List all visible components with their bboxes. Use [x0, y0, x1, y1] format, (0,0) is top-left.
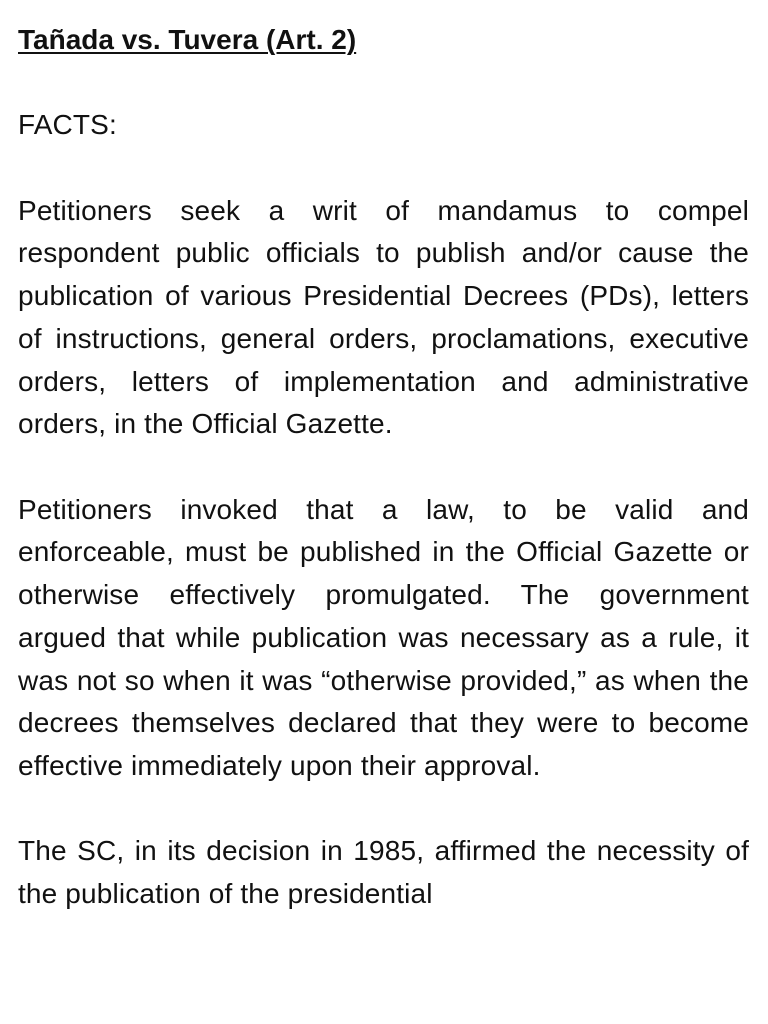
paragraph-arguments: Petitioners invoked that a law, to be valid and enforceable, must be published in the Official Gazette or otherwise effectively promulgated. The government argued that while publication was necessary as a rule, it was not so when it was “otherwise provided,” as when the decrees themselves declared that they were to become effective immediately upon their approval. — [18, 493, 749, 781]
section-heading-facts: FACTS: — [18, 109, 117, 141]
paragraph-petition: Petitioners seek a writ of mandamus to compel respondent public officials to publish and/or cause the publication of various Presidential Decrees (PDs), letters of instructions, general orders, proclamations, executive orders, letters of implementation and administrative orders, in the Official Gazette. — [18, 194, 749, 440]
document-title: Tañada vs. Tuvera (Art. 2) — [18, 24, 357, 55]
document-page — [18, 0, 749, 1024]
paragraph-decision: The SC, in its decision in 1985, affirmed the necessity of the publication of the presidential — [18, 835, 749, 909]
